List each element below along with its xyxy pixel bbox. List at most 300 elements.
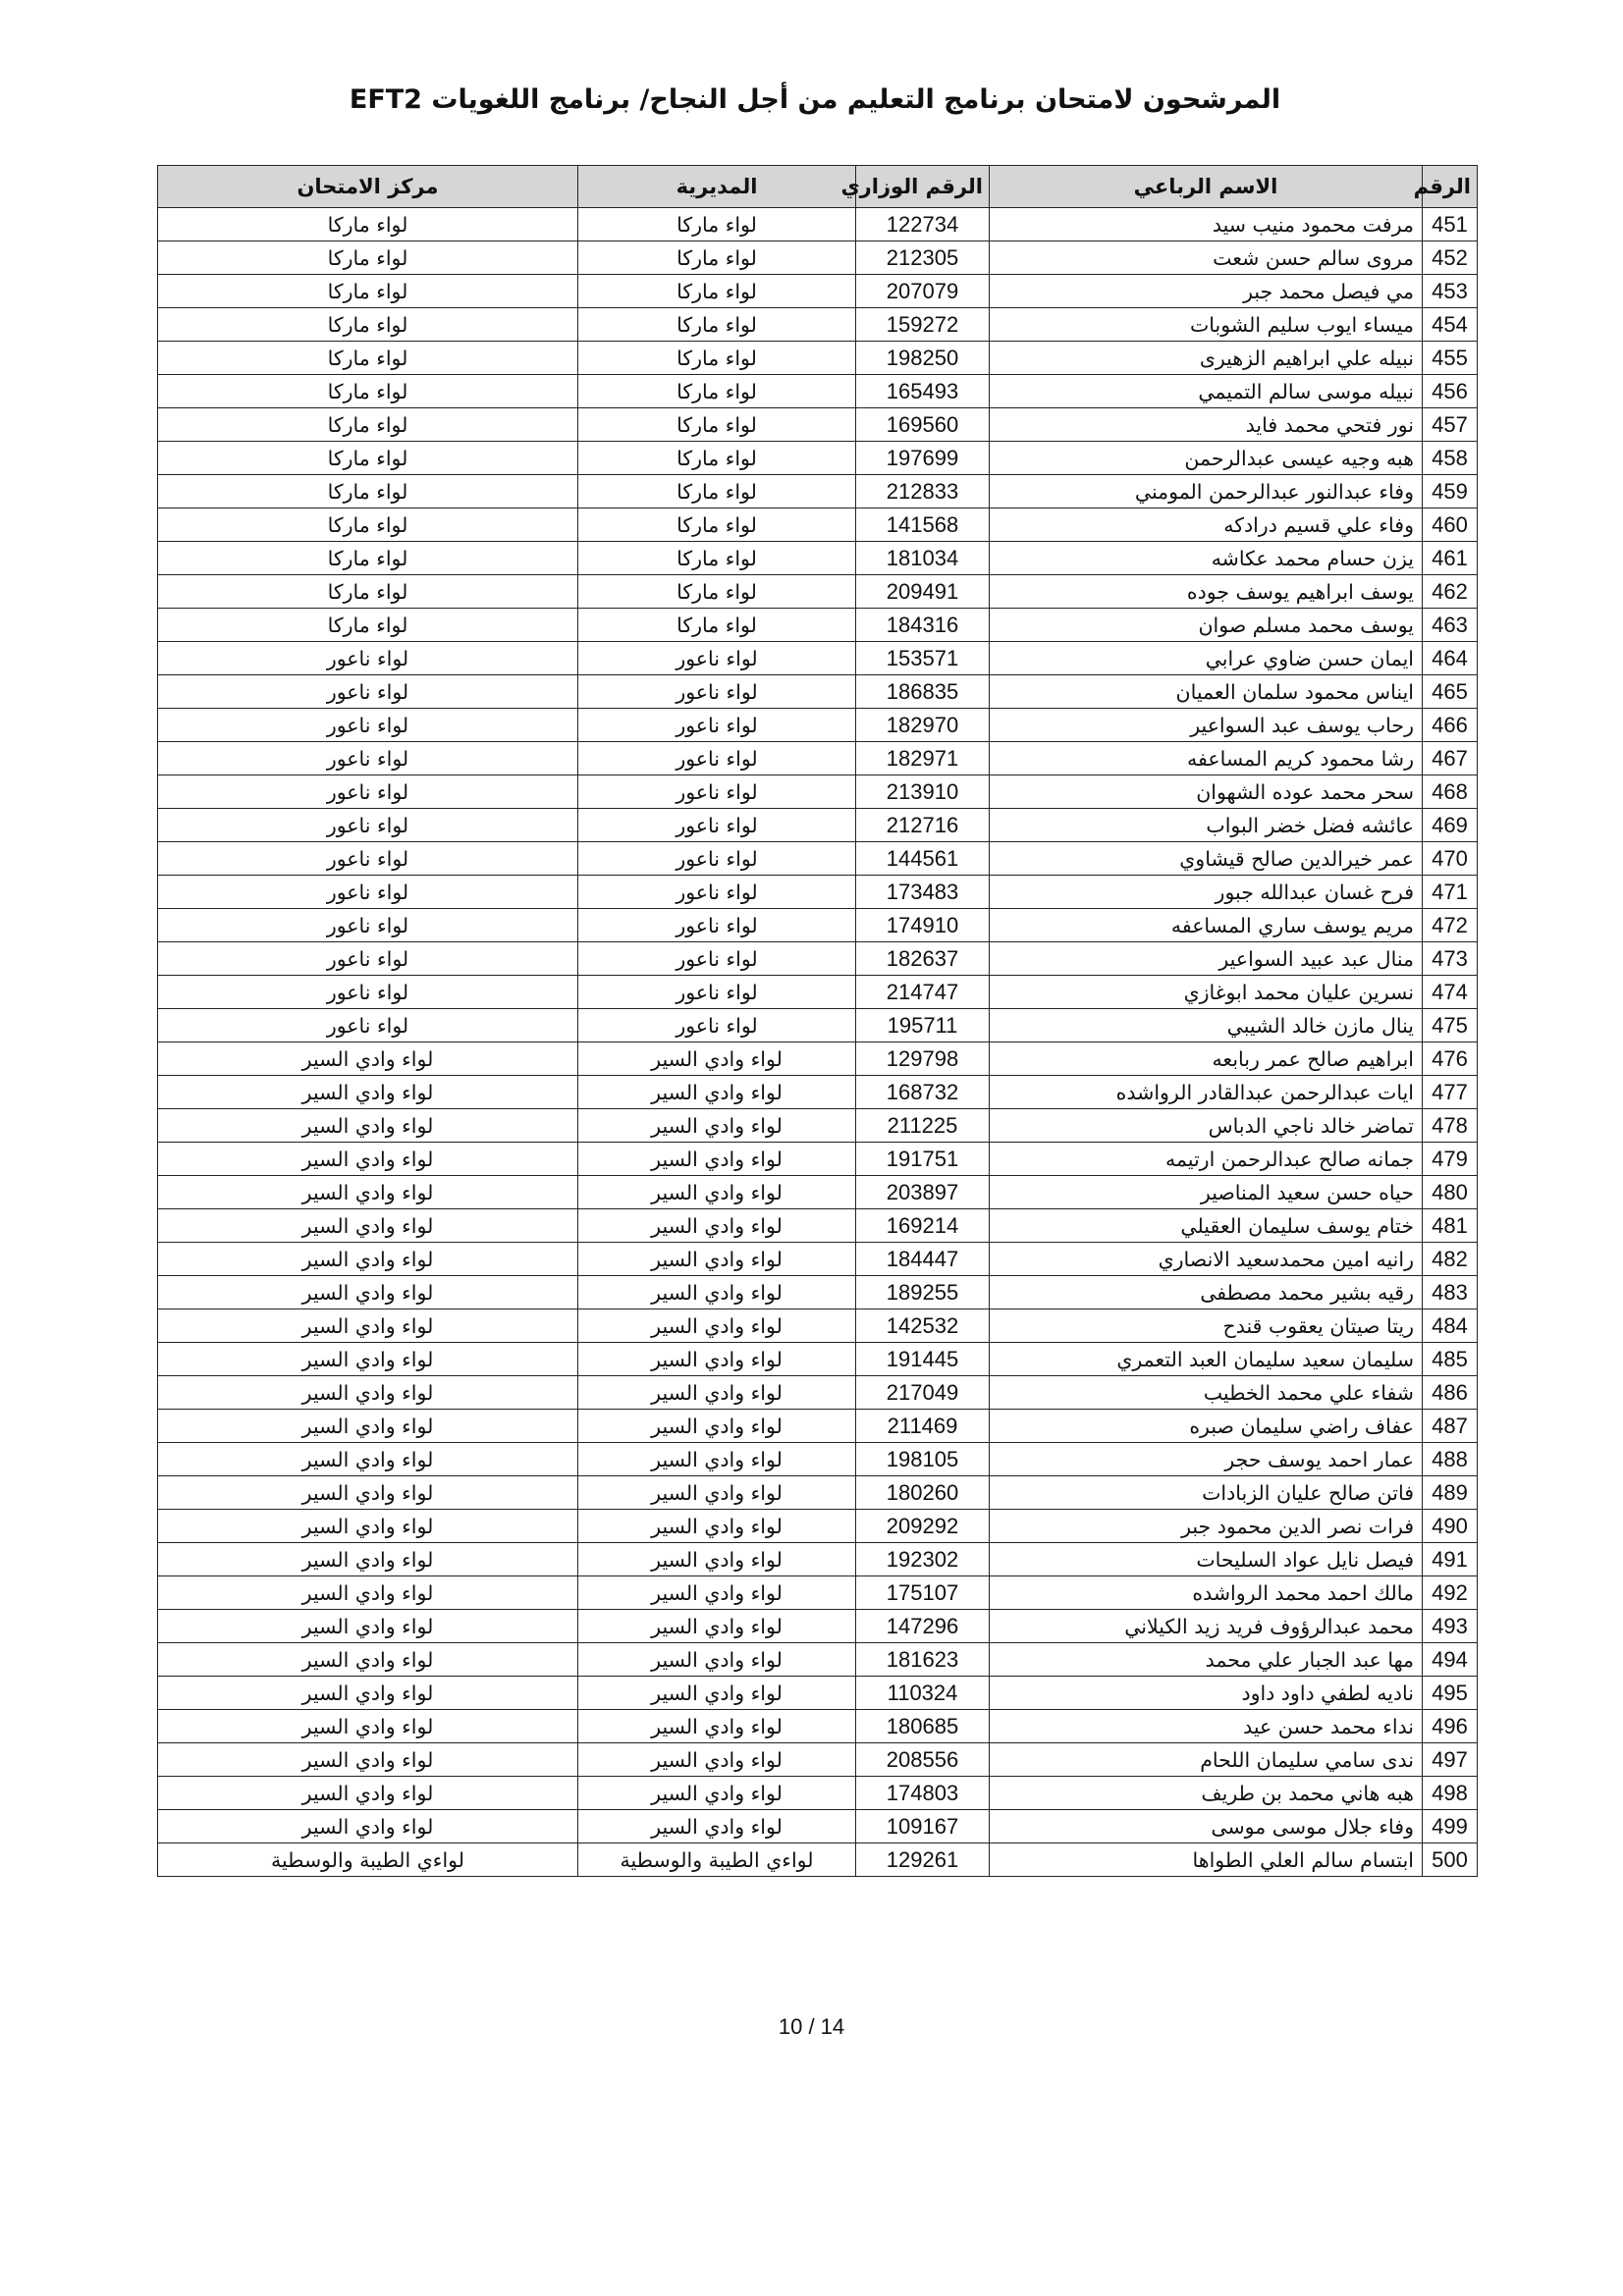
cell-name: فرات نصر الدين محمود جبر: [990, 1510, 1423, 1543]
cell-directorate: لواء ناعور: [578, 876, 856, 909]
cell-id: 169214: [856, 1209, 990, 1243]
cell-center: لواء وادي السير: [158, 1743, 578, 1777]
cell-id: 169560: [856, 408, 990, 442]
cell-center: لواء وادي السير: [158, 1076, 578, 1109]
cell-center: لواء ناعور: [158, 709, 578, 742]
table-row: [158, 775, 1478, 809]
cell-num: 482: [1423, 1243, 1478, 1276]
cell-num: 466: [1423, 709, 1478, 742]
cell-center: لواء ماركا: [158, 241, 578, 275]
cell-directorate: لواء ناعور: [578, 976, 856, 1009]
cell-num: 472: [1423, 909, 1478, 942]
cell-name: نبيله موسى سالم التميمي: [990, 375, 1423, 408]
cell-num: 451: [1423, 208, 1478, 241]
cell-id: 184316: [856, 609, 990, 642]
cell-id: 195711: [856, 1009, 990, 1042]
cell-center: لواء وادي السير: [158, 1109, 578, 1143]
cell-directorate: لواء ماركا: [578, 408, 856, 442]
cell-id: 207079: [856, 275, 990, 308]
cell-center: لواء وادي السير: [158, 1243, 578, 1276]
cell-directorate: لواء وادي السير: [578, 1710, 856, 1743]
header-directorate: المديرية: [578, 166, 856, 208]
cell-directorate: لواء وادي السير: [578, 1677, 856, 1710]
table-row: [158, 1576, 1478, 1610]
cell-id: 142532: [856, 1309, 990, 1343]
cell-name: ايناس محمود سلمان العميان: [990, 675, 1423, 709]
cell-id: 198105: [856, 1443, 990, 1476]
cell-directorate: لواء وادي السير: [578, 1209, 856, 1243]
cell-name: نور فتحي محمد فايد: [990, 408, 1423, 442]
table-row: [158, 1777, 1478, 1810]
header-center: مركز الامتحان: [158, 166, 578, 208]
cell-name: عمر خيرالدين صالح قيشاوي: [990, 842, 1423, 876]
cell-directorate: لواء ماركا: [578, 342, 856, 375]
cell-directorate: لواء وادي السير: [578, 1610, 856, 1643]
cell-name: نبيله علي ابراهيم الزهيرى: [990, 342, 1423, 375]
cell-directorate: لواء ماركا: [578, 575, 856, 609]
cell-name: فيصل نايل عواد السليحات: [990, 1543, 1423, 1576]
cell-num: 494: [1423, 1643, 1478, 1677]
cell-directorate: لواء ماركا: [578, 375, 856, 408]
table-row: [158, 876, 1478, 909]
cell-directorate: لواء وادي السير: [578, 1343, 856, 1376]
cell-id: 197699: [856, 442, 990, 475]
page-number: 10 / 14: [778, 2014, 845, 2039]
cell-center: لواء ماركا: [158, 575, 578, 609]
cell-center: لواء ناعور: [158, 876, 578, 909]
table-row: [158, 508, 1478, 542]
cell-id: 198250: [856, 342, 990, 375]
table-row: [158, 1209, 1478, 1243]
cell-center: لواء ماركا: [158, 542, 578, 575]
cell-directorate: لواء ماركا: [578, 241, 856, 275]
cell-name: فاتن صالح عليان الزبادات: [990, 1476, 1423, 1510]
table-row: [158, 1309, 1478, 1343]
table-row: [158, 1510, 1478, 1543]
cell-center: لواء ماركا: [158, 475, 578, 508]
cell-directorate: لواء ناعور: [578, 1009, 856, 1042]
cell-num: 459: [1423, 475, 1478, 508]
cell-num: 462: [1423, 575, 1478, 609]
cell-name: فرح غسان عبدالله جبور: [990, 876, 1423, 909]
cell-id: 212716: [856, 809, 990, 842]
cell-directorate: لواء ناعور: [578, 775, 856, 809]
cell-center: لواء وادي السير: [158, 1677, 578, 1710]
cell-id: 129798: [856, 1042, 990, 1076]
cell-directorate: لواء وادي السير: [578, 1143, 856, 1176]
cell-num: 493: [1423, 1610, 1478, 1643]
table-row: [158, 1476, 1478, 1510]
cell-center: لواء ماركا: [158, 308, 578, 342]
cell-name: ابراهيم صالح عمر ربابعه: [990, 1042, 1423, 1076]
cell-num: 499: [1423, 1810, 1478, 1843]
table-row: [158, 275, 1478, 308]
cell-num: 465: [1423, 675, 1478, 709]
table-row: [158, 1343, 1478, 1376]
cell-center: لواء ناعور: [158, 775, 578, 809]
cell-name: نسرين عليان محمد ابوغازي: [990, 976, 1423, 1009]
table-row: [158, 1009, 1478, 1042]
cell-center: لواء وادي السير: [158, 1643, 578, 1677]
cell-name: ناديه لطفي داود داود: [990, 1677, 1423, 1710]
cell-name: رانيه امين محمدسعيد الانصاري: [990, 1243, 1423, 1276]
table-row: [158, 1243, 1478, 1276]
cell-center: لواء ماركا: [158, 208, 578, 241]
table-row: [158, 609, 1478, 642]
cell-name: حياه حسن سعيد المناصير: [990, 1176, 1423, 1209]
cell-name: شفاء علي محمد الخطيب: [990, 1376, 1423, 1410]
cell-id: 147296: [856, 1610, 990, 1643]
cell-center: لواء ناعور: [158, 976, 578, 1009]
cell-id: 174910: [856, 909, 990, 942]
cell-directorate: لواء وادي السير: [578, 1309, 856, 1343]
cell-name: رحاب يوسف عبد السواعير: [990, 709, 1423, 742]
cell-center: لواءي الطيبة والوسطية: [158, 1843, 578, 1877]
cell-center: لواء ناعور: [158, 809, 578, 842]
cell-directorate: لواء ماركا: [578, 542, 856, 575]
cell-directorate: لواء ناعور: [578, 809, 856, 842]
cell-id: 173483: [856, 876, 990, 909]
cell-directorate: لواء وادي السير: [578, 1643, 856, 1677]
cell-num: 469: [1423, 809, 1478, 842]
cell-name: هبه وجيه عيسى عبدالرحمن: [990, 442, 1423, 475]
cell-directorate: لواء ناعور: [578, 909, 856, 942]
cell-directorate: لواء ماركا: [578, 442, 856, 475]
cell-center: لواء ناعور: [158, 942, 578, 976]
cell-num: 495: [1423, 1677, 1478, 1710]
cell-center: لواء ماركا: [158, 508, 578, 542]
cell-num: 456: [1423, 375, 1478, 408]
cell-center: لواء ناعور: [158, 642, 578, 675]
cell-id: 213910: [856, 775, 990, 809]
table-row: [158, 1042, 1478, 1076]
cell-center: لواء ماركا: [158, 609, 578, 642]
cell-directorate: لواء وادي السير: [578, 1510, 856, 1543]
cell-center: لواء ناعور: [158, 675, 578, 709]
cell-name: مرفت محمود منيب سيد: [990, 208, 1423, 241]
cell-directorate: لواء وادي السير: [578, 1042, 856, 1076]
cell-directorate: لواء ماركا: [578, 508, 856, 542]
cell-name: مي فيصل محمد جبر: [990, 275, 1423, 308]
cell-name: عمار احمد يوسف حجر: [990, 1443, 1423, 1476]
cell-name: ريتا صيتان يعقوب قندح: [990, 1309, 1423, 1343]
table-row: [158, 1410, 1478, 1443]
cell-center: لواء وادي السير: [158, 1510, 578, 1543]
cell-center: لواء وادي السير: [158, 1476, 578, 1510]
table-row: [158, 542, 1478, 575]
cell-num: 474: [1423, 976, 1478, 1009]
cell-center: لواء وادي السير: [158, 1410, 578, 1443]
cell-name: ايات عبدالرحمن عبدالقادر الرواشده: [990, 1076, 1423, 1109]
cell-num: 477: [1423, 1076, 1478, 1109]
cell-id: 182637: [856, 942, 990, 976]
cell-center: لواء ماركا: [158, 375, 578, 408]
cell-center: لواء ناعور: [158, 1009, 578, 1042]
cell-center: لواء وادي السير: [158, 1576, 578, 1610]
table-row: [158, 1743, 1478, 1777]
cell-id: 180685: [856, 1710, 990, 1743]
cell-directorate: لواء وادي السير: [578, 1410, 856, 1443]
cell-directorate: لواء ماركا: [578, 308, 856, 342]
cell-num: 498: [1423, 1777, 1478, 1810]
cell-id: 180260: [856, 1476, 990, 1510]
cell-center: لواء وادي السير: [158, 1343, 578, 1376]
cell-name: ندى سامي سليمان اللحام: [990, 1743, 1423, 1777]
cell-num: 461: [1423, 542, 1478, 575]
table-row: [158, 642, 1478, 675]
cell-name: تماضر خالد ناجي الدباس: [990, 1109, 1423, 1143]
cell-directorate: لواء وادي السير: [578, 1443, 856, 1476]
cell-num: 490: [1423, 1510, 1478, 1543]
cell-name: يزن حسام محمد عكاشه: [990, 542, 1423, 575]
cell-id: 159272: [856, 308, 990, 342]
cell-id: 144561: [856, 842, 990, 876]
cell-id: 203897: [856, 1176, 990, 1209]
cell-id: 141568: [856, 508, 990, 542]
cell-center: لواء ناعور: [158, 842, 578, 876]
cell-name: يوسف ابراهيم يوسف جوده: [990, 575, 1423, 609]
cell-num: 488: [1423, 1443, 1478, 1476]
cell-num: 486: [1423, 1376, 1478, 1410]
cell-directorate: لواء ناعور: [578, 642, 856, 675]
cell-directorate: لواء ماركا: [578, 208, 856, 241]
cell-num: 464: [1423, 642, 1478, 675]
table-row: [158, 709, 1478, 742]
candidates-table: [157, 165, 1478, 1877]
table-row: [158, 208, 1478, 241]
table-row: [158, 1143, 1478, 1176]
cell-directorate: لواء وادي السير: [578, 1476, 856, 1510]
cell-num: 480: [1423, 1176, 1478, 1209]
cell-directorate: لواء ناعور: [578, 709, 856, 742]
cell-name: وفاء علي قسيم درادكه: [990, 508, 1423, 542]
cell-id: 191751: [856, 1143, 990, 1176]
cell-name: وفاء عبدالنور عبدالرحمن المومني: [990, 475, 1423, 508]
cell-directorate: لواء ناعور: [578, 942, 856, 976]
cell-directorate: لواء وادي السير: [578, 1543, 856, 1576]
cell-directorate: لواء ماركا: [578, 609, 856, 642]
cell-directorate: لواء ماركا: [578, 475, 856, 508]
cell-num: 473: [1423, 942, 1478, 976]
cell-name: سليمان سعيد سليمان العبد التعمري: [990, 1343, 1423, 1376]
cell-num: 454: [1423, 308, 1478, 342]
cell-id: 211469: [856, 1410, 990, 1443]
table-row: [158, 1109, 1478, 1143]
table-row: [158, 1810, 1478, 1843]
table-row: [158, 1710, 1478, 1743]
header-name: الاسم الرباعي: [990, 166, 1423, 208]
cell-center: لواء وادي السير: [158, 1443, 578, 1476]
cell-id: 174803: [856, 1777, 990, 1810]
table-row: [158, 1843, 1478, 1877]
cell-center: لواء ماركا: [158, 275, 578, 308]
cell-directorate: لواءي الطيبة والوسطية: [578, 1843, 856, 1877]
cell-id: 209491: [856, 575, 990, 609]
cell-id: 212305: [856, 241, 990, 275]
header-num: الرقم: [1423, 166, 1478, 208]
cell-center: لواء وادي السير: [158, 1309, 578, 1343]
cell-id: 214747: [856, 976, 990, 1009]
table-row: [158, 1076, 1478, 1109]
cell-name: مالك احمد محمد الرواشده: [990, 1576, 1423, 1610]
cell-num: 500: [1423, 1843, 1478, 1877]
header-id: الرقم الوزاري: [856, 166, 990, 208]
cell-center: لواء ماركا: [158, 342, 578, 375]
cell-num: 453: [1423, 275, 1478, 308]
cell-center: لواء وادي السير: [158, 1143, 578, 1176]
cell-name: منال عبد عبيد السواعير: [990, 942, 1423, 976]
cell-num: 452: [1423, 241, 1478, 275]
table-row: [158, 308, 1478, 342]
table-row: [158, 809, 1478, 842]
cell-num: 476: [1423, 1042, 1478, 1076]
cell-num: 458: [1423, 442, 1478, 475]
cell-num: 460: [1423, 508, 1478, 542]
table-row: [158, 976, 1478, 1009]
cell-id: 122734: [856, 208, 990, 241]
cell-name: رقيه بشير محمد مصطفى: [990, 1276, 1423, 1309]
cell-id: 109167: [856, 1810, 990, 1843]
table-row: [158, 742, 1478, 775]
cell-name: رشا محمود كريم المساعفه: [990, 742, 1423, 775]
cell-num: 492: [1423, 1576, 1478, 1610]
cell-center: لواء وادي السير: [158, 1710, 578, 1743]
cell-name: سحر محمد عوده الشهوان: [990, 775, 1423, 809]
cell-id: 110324: [856, 1677, 990, 1710]
cell-directorate: لواء وادي السير: [578, 1576, 856, 1610]
cell-center: لواء ناعور: [158, 909, 578, 942]
cell-num: 496: [1423, 1710, 1478, 1743]
cell-directorate: لواء وادي السير: [578, 1176, 856, 1209]
cell-num: 497: [1423, 1743, 1478, 1777]
table-row: [158, 909, 1478, 942]
table-row: [158, 1643, 1478, 1677]
cell-num: 483: [1423, 1276, 1478, 1309]
cell-name: وفاء جلال موسى موسى: [990, 1810, 1423, 1843]
cell-name: مريم يوسف ساري المساعفه: [990, 909, 1423, 942]
cell-id: 182971: [856, 742, 990, 775]
candidates-table-wrap: [157, 165, 1477, 1877]
table-row: [158, 241, 1478, 275]
cell-directorate: لواء وادي السير: [578, 1810, 856, 1843]
cell-center: لواء وادي السير: [158, 1209, 578, 1243]
cell-directorate: لواء وادي السير: [578, 1743, 856, 1777]
cell-directorate: لواء ماركا: [578, 275, 856, 308]
cell-name: عائشه فضل خضر البواب: [990, 809, 1423, 842]
cell-id: 186835: [856, 675, 990, 709]
cell-name: جمانه صالح عبدالرحمن ارتيمه: [990, 1143, 1423, 1176]
page-title: المرشحون لامتحان برنامج التعليم من أجل النجاح/ برنامج اللغويات EFT2: [349, 84, 1281, 115]
cell-num: 489: [1423, 1476, 1478, 1510]
cell-name: محمد عبدالرؤوف فريد زيد الكيلاني: [990, 1610, 1423, 1643]
table-header-row: [158, 166, 1478, 208]
cell-name: يوسف محمد مسلم صوان: [990, 609, 1423, 642]
table-body: [158, 208, 1478, 1877]
cell-id: 208556: [856, 1743, 990, 1777]
cell-directorate: لواء وادي السير: [578, 1243, 856, 1276]
cell-num: 481: [1423, 1209, 1478, 1243]
cell-id: 191445: [856, 1343, 990, 1376]
cell-name: عفاف راضي سليمان صبره: [990, 1410, 1423, 1443]
cell-name: ينال مازن خالد الشيبي: [990, 1009, 1423, 1042]
cell-center: لواء ناعور: [158, 742, 578, 775]
cell-id: 165493: [856, 375, 990, 408]
table-row: [158, 1610, 1478, 1643]
cell-id: 189255: [856, 1276, 990, 1309]
cell-center: لواء وادي السير: [158, 1610, 578, 1643]
cell-name: مروى سالم حسن شعت: [990, 241, 1423, 275]
cell-num: 487: [1423, 1410, 1478, 1443]
table-row: [158, 842, 1478, 876]
table-row: [158, 1276, 1478, 1309]
cell-num: 455: [1423, 342, 1478, 375]
cell-num: 467: [1423, 742, 1478, 775]
cell-num: 463: [1423, 609, 1478, 642]
cell-name: مها عبد الجبار علي محمد: [990, 1643, 1423, 1677]
cell-id: 181034: [856, 542, 990, 575]
cell-name: ختام يوسف سليمان العقيلي: [990, 1209, 1423, 1243]
cell-center: لواء وادي السير: [158, 1543, 578, 1576]
cell-directorate: لواء وادي السير: [578, 1109, 856, 1143]
cell-num: 479: [1423, 1143, 1478, 1176]
cell-directorate: لواء ناعور: [578, 675, 856, 709]
cell-id: 211225: [856, 1109, 990, 1143]
table-row: [158, 942, 1478, 976]
cell-id: 181623: [856, 1643, 990, 1677]
table-row: [158, 375, 1478, 408]
cell-name: هبه هاني محمد بن طريف: [990, 1777, 1423, 1810]
table-row: [158, 675, 1478, 709]
cell-num: 471: [1423, 876, 1478, 909]
cell-id: 175107: [856, 1576, 990, 1610]
table-row: [158, 1176, 1478, 1209]
table-row: [158, 1543, 1478, 1576]
cell-num: 468: [1423, 775, 1478, 809]
table-row: [158, 342, 1478, 375]
cell-center: لواء وادي السير: [158, 1176, 578, 1209]
cell-id: 217049: [856, 1376, 990, 1410]
cell-id: 153571: [856, 642, 990, 675]
cell-directorate: لواء وادي السير: [578, 1777, 856, 1810]
cell-num: 485: [1423, 1343, 1478, 1376]
cell-num: 491: [1423, 1543, 1478, 1576]
cell-id: 184447: [856, 1243, 990, 1276]
cell-center: لواء وادي السير: [158, 1777, 578, 1810]
cell-directorate: لواء وادي السير: [578, 1076, 856, 1109]
cell-center: لواء وادي السير: [158, 1276, 578, 1309]
table-row: [158, 1443, 1478, 1476]
table-row: [158, 442, 1478, 475]
table-row: [158, 1376, 1478, 1410]
cell-name: نداء محمد حسن عيد: [990, 1710, 1423, 1743]
cell-id: 129261: [856, 1843, 990, 1877]
cell-center: لواء ماركا: [158, 408, 578, 442]
cell-id: 182970: [856, 709, 990, 742]
cell-id: 209292: [856, 1510, 990, 1543]
cell-num: 478: [1423, 1109, 1478, 1143]
cell-name: ابتسام سالم العلي الطواها: [990, 1843, 1423, 1877]
cell-name: ميساء ايوب سليم الشوبات: [990, 308, 1423, 342]
cell-center: لواء ماركا: [158, 442, 578, 475]
cell-directorate: لواء ناعور: [578, 742, 856, 775]
table-row: [158, 408, 1478, 442]
cell-id: 168732: [856, 1076, 990, 1109]
cell-name: ايمان حسن ضاوي عرابي: [990, 642, 1423, 675]
cell-center: لواء وادي السير: [158, 1376, 578, 1410]
table-row: [158, 1677, 1478, 1710]
cell-num: 470: [1423, 842, 1478, 876]
table-row: [158, 575, 1478, 609]
